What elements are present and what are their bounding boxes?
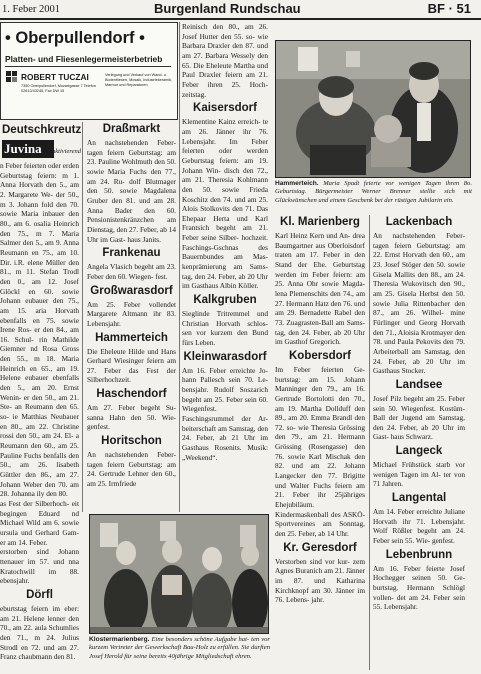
heading-kobersdorf: Kobersdorf (289, 349, 351, 362)
ad-town-title: • Oberpullendorf • (5, 29, 145, 47)
heading-grosswarasdorf: Großwarasdorf (90, 284, 173, 297)
heading-haschendorf: Haschendorf (96, 388, 167, 401)
column-2 (87, 120, 176, 510)
article-paragraph: eburtstag feiern im eber: am 21. Helene lenner den 70., am 22. aula Schumlies den 71., m 24. Julius Strodl en 72. und am 27. Franz chaubmann den 81. (0, 603, 79, 662)
ad-services: Verlegung und Verkauf von Wand- u. Bodenfliesen, Mosaik, Industriekeramik, Marmor und Reparaturen (105, 73, 173, 87)
article-paragraph: Karl Heinz Kern und An- drea Baumgartner aus Oberloisdorf traten am 17. Feber in den Stand der Ehe. Geburtstag werden im Feber feiern: am 25. Anna Ohr sowie Magda- lena Plemenschits den 74., am 27. Hermann Hatz den 76. und am 29. Bernadette Rabel den 73. Zuagrasten-Ball am Sams- tag, den 24. Feber, ab 20 Uhr im Gasthof Gregorich. (275, 231, 365, 347)
heading-frankenau: Frankenau (102, 247, 161, 260)
column-3 (182, 22, 268, 512)
heading-landsee: Landsee (395, 378, 443, 391)
heading-langental: Langental (391, 492, 447, 505)
article-paragraph: An nachstehenden Feber- tagen feiern Geburtstag: am 22. Ernst Horvath den 60., am 23. Josef Stöger den 50. sowie Gisela Mallits den 88., am 24. Theresia Wukovitsch den 90., am 25. Gisela Herbst den 50. sowie Julia Rittenbacher den 87., am 26. Wilhel- mine Fürlinger und Georg Horvath den 71., Aloisia Krotmayer den 78. und Paula Pekovits den 79. Arbeiterball am Samstag, den 24. Feber, ab 20 Uhr im Gasthaus Stocker. (373, 231, 465, 376)
article-paragraph: Angela Vlasich begeht am 23. Feber den 60. Wiegen- fest. (87, 262, 176, 281)
heading-drassmarkt: Draßmarkt (102, 123, 161, 135)
header-rule (0, 18, 481, 20)
heading-kleinwarasdorf: Kleinwarasdorf (183, 350, 267, 363)
article-paragraph: An nachstehenden Feber- tagen feiern Geburtstag: am 23. Pauline Wohlmuth den 50. sowie Maria Fuchs den 77., am 24. Ru- dolf Blutmager den 50. sowie Magdalena Gruber den 81. und am 28. Anna Bader den 60. Pensionistenkränzchen am Dienstag, den 27. Feber, ab 14 Uhr im Gast- haus Janits. (87, 138, 176, 244)
juvina-logo: Juvina (2, 140, 54, 158)
photo-klostermarienberg (89, 514, 269, 634)
article-paragraph: Am 27. Feber begeht Su- sanna Hahn den 50. Wie- genfest. (87, 403, 176, 432)
section-deutschkreutz: Deutschkreutz (2, 124, 82, 136)
heading-lebenbrunn: Lebenbrunn (385, 548, 453, 561)
ad-subtitle: Platten- und Fliesenlegermeisterbetrieb (5, 54, 163, 64)
heading-hammerteich: Hammerteich (95, 331, 168, 344)
article-paragraph: Josef Pilz begeht am 25. Feber sein 50. Wiegenfest. Kostüm-Ball der Jugend am Samstag, den 24. Feber, ab 20 Uhr im Gast- haus Schwarz. (373, 393, 465, 442)
heading-kaisersdorf: Kaisersdorf (193, 102, 257, 115)
article-paragraph: Am 16. Feber feierte Josef Hochegger seinen 50. Ge- burtstag. Hermann Schlögl vollen- det am 24. Feber sein 55. Lebensjahr. (373, 563, 465, 612)
article-paragraph: Im Feber feierten Ge- burtstag: am 15. Johann Manninger den 79., am 16. Gertrude Bortolotti den 70., am 19. Martha Dollduff den 89., am 20. Emma Brandl den 72. so- wie Theresia Grössing den 79., am 21. Hermann Grössing (Rosengasse) den 76. sowie Karl Mischak den 82. und am 22. Johann Langecker den 77. Brigitte und Walter Fuchs feiern am 21. Feber ihr 25jähriges Ehejubiläum. Kindermaskenball des ASKÖ-Sportvereines am Sonntag, den 25. Feber, ab 14 Uhr. (275, 364, 365, 539)
ad-company-name: ROBERT TUCZAI (21, 72, 89, 82)
article-paragraph: Verstorben sind vor kur- zem Agnes Buranich am 21. Jänner im 87. und Katharina Kirchknopf am 30. Jänner im 76. Lebens- jahr. (275, 556, 365, 605)
column-divider (82, 122, 83, 512)
article-paragraph: Die Eheleute Hilde und Hans Gerhard Wiesinger feiern am 27. Feber das Fest der Silberhochzeit. (87, 346, 176, 385)
column-1 (0, 161, 79, 674)
heading-kalkgruben: Kalkgruben (193, 294, 257, 307)
heading-horitschon: Horitschon (101, 435, 162, 448)
photo-klostermarienberg-caption (89, 636, 270, 661)
column-divider (179, 22, 180, 512)
column-4 (275, 213, 365, 673)
photo-hammerteich (275, 40, 471, 178)
heading-doerfl: Dörfl (26, 588, 53, 601)
tile-logo-icon (6, 71, 18, 84)
juvina-tagline: aktivierend (52, 148, 81, 155)
ad-address: 7350 Oberpullendorf, Mozartgasse 7 Telefon 02612/43245, Fax DW 15 (21, 84, 96, 93)
tiler-advertisement (0, 22, 178, 120)
article-paragraph: Am 25. Feber vollendet Margarete Altmann ihr 83. Lebensjahr. (87, 299, 176, 328)
photo-hammerteich-caption (275, 180, 472, 205)
article-paragraph: Sieglinde Tritremmel und Christian Horvath schlos- sen vor kurzem den Bund fürs Leben. (182, 309, 268, 348)
heading-langeck: Langeck (395, 445, 443, 458)
article-paragraph: Am 14. Feber erreichte Juliane Horvath ihr 71. Lebensjahr. Wolf Rößler begeht am 24. Feber sein 55. Wie- genfest. (373, 507, 465, 546)
heading-kr-geresdorf: Kr. Geresdorf (283, 541, 357, 554)
article-paragraph: An nachstehenden Feber- tagen feiern Geburtstag: am 24. Gertrude Lehner den 60., am 25. Irmfriede (87, 450, 176, 489)
caption-text: Eine besonders schöne Aufgabe hat- ten vor kurzem Vertreter der Gewerkschaft Bau-Holz zu erfüllen. Sie durften Josef Herold für seine bereits 40jährige Mitgliedschaft ehren. (89, 636, 270, 660)
page-number: BF · 51 (427, 1, 471, 16)
article-paragraph: Michael Frühstück starb vor wenigen Tagen im Al- ter von 71 Jahren. (373, 460, 465, 489)
newspaper-name: Burgenland Rundschau (154, 1, 301, 16)
article-paragraph: Klementine Kainz erreich- te am 26. Jänner ihr 76. Lebensjahr. Im Feber feierten oder werden Geburtstag feiern: am 19. Johann Win- disch den 72., am 21. Theresia Kohlmann den 50. sowie Frieda Koschitz den 74. und am 25. Alois Stolkovits den 71. Das Ehepaar Herta und Karl Frantsich begeht am 21. Feber seine Silber- hochzeit. Faschings-Gschnas des Bauernbundes am Mas- kenprämierung am Sams- tag, den 24. Feber, ab 20 Uhr im Gasthaus Albin Köller. (182, 117, 268, 291)
caption-place: Hammerteich. (275, 180, 319, 187)
issue-date: 1. Feber 2001 (2, 4, 61, 15)
article-paragraph: erstorben sind Johann ttenauer im 57. und nna Kratochwill im 88. ebensjahr. (0, 547, 79, 586)
heading-kl-marienberg: Kl. Marienberg (280, 216, 360, 228)
heading-lackenbach: Lackenbach (385, 216, 453, 228)
ad-divider (5, 66, 171, 67)
column-divider (369, 215, 370, 670)
caption-place: Klostermarienberg. (89, 636, 150, 643)
article-paragraph: as Fest der Silberhoch- eit begingen Eduard nd Michael Wild am 6. sowie ursula und Gerhard Gam- er am 14. Feber. (0, 498, 79, 547)
page-header (0, 0, 481, 19)
article-paragraph: Reinisch den 80., am 26. Josef Hutter den 55. so- wie Barbara Draxler den 87. und am 27. Barbara Wessely den 65. Die Eheleute Martha und Paul Draxler feiern am 21. Feber ihren 25. Hoch- zeitstag. (182, 22, 268, 99)
article-paragraph: n Feber feierten oder erden Geburtstag feiern: m 1. Anna Horvath den 5., am 2. Margarete We- der 50., m 3. Johann fold den 70. sowie Maria inbauer den 80., am 6. osalia Heinrich den 75., m 7. Maria Salmer den 5., am 9. Anna Reumann en 75., am 10. Dir. i.R. elene Müller den 81., m 11. Stefan Trodl den 0., am 12. Josef Glöckl en 60. sowie Johann eubauer den 75., am 15. aria Horvath ebenfalls en 75. sowie Irene Ros- er den 84., am 16. Schul- rin Mathilde Giemner nd Rosa Gross den 55., m 18. Maria Heinrich en 65., am 19. Helene eubauer ebenfalls den 5., am 20. Ernst Wenin- er den 50., am 21. Ste- an Reumann den 65. so- ie Matthias Neubauer en 80., am 22. Christine rossi den 50., am 24. El- a Reumann den 60., am 25. Pauline Fuchs benfalls den 50., am 26. lisabeth Güttler den 86., am 27. Johann Weber den 70. am 28. Johanna ily den 80. (0, 161, 79, 499)
column-5 (373, 213, 465, 673)
article-paragraph: Am 16. Feber erreichte Jo- hann Pallesch sein 70. Le- bensjahr. Rudolf Soszarich begeht am 25. Feber sein 60. Wiegenfest. Faschingsrummel der Ar- beiterschaft am Samstag, den 24. Feber, ab 21 Uhr im Gasthaus Rosenits. Musik: „Weekend“. (182, 365, 268, 462)
caption-text: Maria Spadt feierte vor wenigen Tagen ihren 8o. Geburtstag. Bürgermeister Werner Brenner stellte sich mit Glückwünschen und einem Geschenk bei der rüstigen Jubilarin ein. (275, 180, 472, 204)
